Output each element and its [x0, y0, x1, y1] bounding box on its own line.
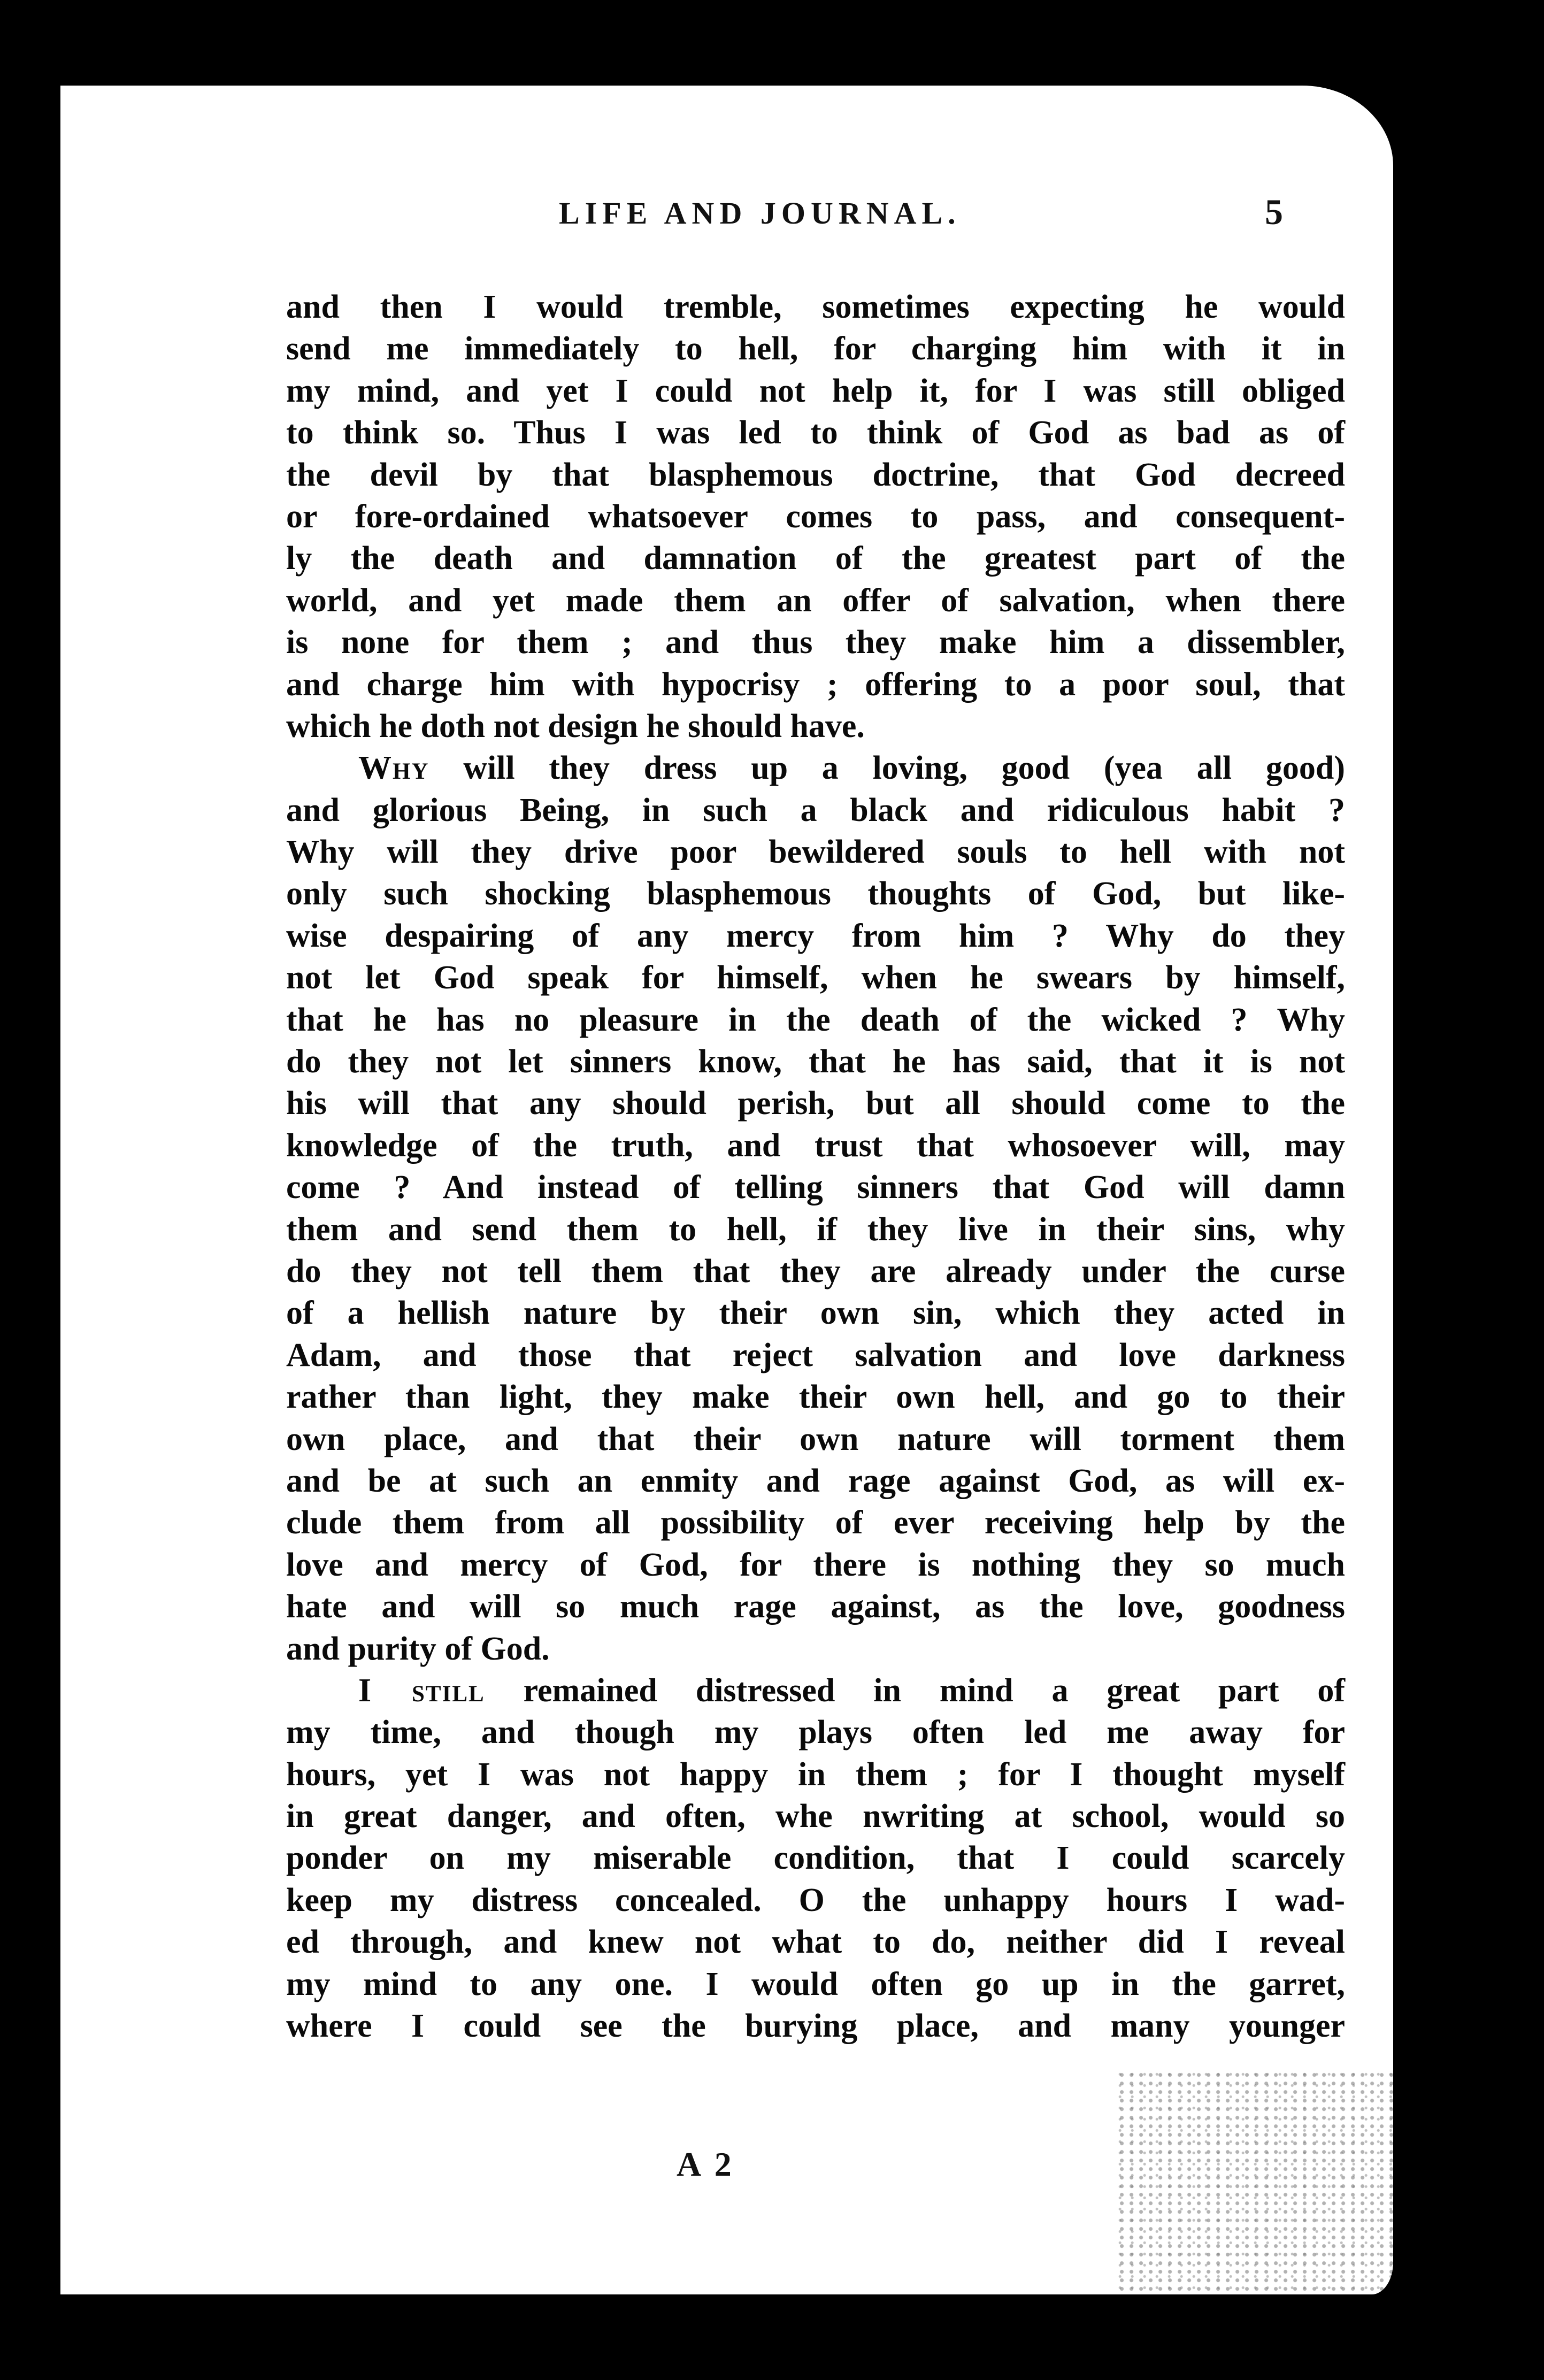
- text-line: [286, 747, 1345, 789]
- line-text: which he doth not design he should have.: [286, 708, 865, 744]
- line-text: my time, and though my plays often led me away for: [286, 1714, 1345, 1751]
- line-text: love and mercy of God, for there is nothing they so much: [286, 1546, 1345, 1583]
- line-text: his will that any should perish, but all should come to the: [286, 1085, 1345, 1122]
- text-line: [286, 370, 1345, 412]
- text-line: [286, 1837, 1345, 1879]
- line-text: the devil by that blasphemous doctrine, that God decreed: [286, 456, 1345, 493]
- text-line: [286, 454, 1345, 496]
- line-text: where I could see the burying place, and many younger: [286, 2008, 1345, 2045]
- text-line: [286, 1125, 1345, 1166]
- line-text: own place, and that their own nature will torment them: [286, 1421, 1345, 1457]
- line-text: do they not tell them that they are already under the curse: [286, 1253, 1345, 1289]
- line-text: my mind, and yet I could not help it, for I was still obliged: [286, 372, 1345, 409]
- text-line: [286, 873, 1345, 915]
- text-line: [286, 705, 1345, 747]
- text-line: [286, 1544, 1345, 1586]
- text-line: [286, 538, 1345, 579]
- line-text: and charge him with hypocrisy ; offering to a poor soul, that: [286, 666, 1345, 703]
- line-text: Adam, and those that reject salvation and love darkness: [286, 1337, 1345, 1373]
- text-line: [286, 1586, 1345, 1627]
- line-text: is none for them ; and thus they make him a dissembler,: [286, 624, 1345, 661]
- text-line: [286, 328, 1345, 370]
- text-line: [286, 1628, 1345, 1670]
- line-text: to think so. Thus I was led to think of God as bad as of: [286, 414, 1345, 451]
- line-text: in great danger, and often, whe nwriting at school, would so: [286, 1798, 1345, 1835]
- line-text: of a hellish nature by their own sin, which they acted in: [286, 1295, 1345, 1332]
- line-text: ed through, and knew not what to do, neither did I reveal: [286, 1924, 1345, 1961]
- line-text: that he has no pleasure in the death of the wicked ? Why: [286, 1001, 1345, 1038]
- page-number: 5: [1265, 191, 1283, 232]
- text-line: [286, 1418, 1345, 1460]
- line-text: only such shocking blasphemous thoughts of God, but like-: [286, 876, 1345, 912]
- line-text: keep my distress concealed. O the unhappy hours I wad-: [286, 1882, 1345, 1918]
- text-line: [286, 789, 1345, 831]
- text-line: [286, 580, 1345, 621]
- text-line: [286, 1795, 1345, 1837]
- line-text: my mind to any one. I would often go up in the garret,: [286, 1966, 1345, 2002]
- line-text: wise despairing of any mercy from him ? Why do they: [286, 917, 1345, 954]
- text-line: [286, 1376, 1345, 1418]
- line-text: Why will they drive poor bewildered souls to hell with not: [286, 834, 1345, 871]
- text-line: [286, 915, 1345, 957]
- line-text: will they dress up a loving, good (yea all good): [429, 750, 1345, 787]
- signature-mark: A 2: [677, 2145, 735, 2183]
- line-text: and purity of God.: [286, 1630, 550, 1667]
- text-line: [286, 1754, 1345, 1795]
- line-text: world, and yet made them an offer of salvation, when there: [286, 582, 1345, 619]
- text-line: [286, 1921, 1345, 1963]
- text-line: [286, 1963, 1345, 2005]
- text-line: [286, 412, 1345, 454]
- text-line: [286, 664, 1345, 705]
- line-text: remained distressed in mind a great part of: [485, 1672, 1345, 1709]
- text-line: [286, 1879, 1345, 1921]
- running-head: [45, 191, 1393, 249]
- book-page: [45, 86, 1393, 2294]
- paragraph-lead: I still: [358, 1672, 485, 1709]
- text-line: [286, 2005, 1345, 2047]
- text-line: [286, 999, 1345, 1041]
- text-line: [286, 496, 1345, 538]
- line-text: do they not let sinners know, that he has said, that it is not: [286, 1043, 1345, 1080]
- text-line: [286, 1082, 1345, 1124]
- line-text: hate and will so much rage against, as the love, goodness: [286, 1588, 1345, 1625]
- text-line: [286, 1670, 1345, 1711]
- text-line: [286, 1711, 1345, 1753]
- text-line: [286, 286, 1345, 328]
- line-text: ponder on my miserable condition, that I could scarcely: [286, 1840, 1345, 1877]
- text-line: [286, 1041, 1345, 1082]
- paragraph-lead: Why: [358, 750, 429, 787]
- line-text: or fore-ordained whatsoever comes to pass, and consequent-: [286, 498, 1345, 535]
- page-gutter-edge: [45, 86, 60, 2294]
- page-stain: [1115, 2070, 1393, 2294]
- line-text: rather than light, they make their own hell, and go to their: [286, 1379, 1345, 1416]
- body-text: [286, 286, 1345, 2047]
- text-line: [286, 831, 1345, 873]
- text-line: [286, 957, 1345, 999]
- line-text: them and send them to hell, if they live in their sins, why: [286, 1211, 1345, 1248]
- line-text: and glorious Being, in such a black and ridiculous habit ?: [286, 792, 1345, 828]
- running-title: LIFE AND JOURNAL.: [559, 196, 961, 231]
- line-text: send me immediately to hell, for charging him with it in: [286, 331, 1345, 367]
- line-text: and then I would tremble, sometimes expecting he would: [286, 289, 1345, 325]
- text-line: [286, 1502, 1345, 1544]
- text-line: [286, 1460, 1345, 1502]
- line-text: and be at such an enmity and rage against God, as will ex-: [286, 1462, 1345, 1499]
- text-line: [286, 621, 1345, 663]
- line-text: knowledge of the truth, and trust that whosoever will, may: [286, 1127, 1345, 1164]
- text-line: [286, 1209, 1345, 1250]
- text-line: [286, 1250, 1345, 1292]
- line-text: hours, yet I was not happy in them ; for I thought myself: [286, 1756, 1345, 1793]
- line-text: ly the death and damnation of the greatest part of the: [286, 540, 1345, 577]
- line-text: come ? And instead of telling sinners that God will damn: [286, 1169, 1345, 1206]
- line-text: not let God speak for himself, when he swears by himself,: [286, 959, 1345, 996]
- text-line: [286, 1334, 1345, 1376]
- text-line: [286, 1166, 1345, 1208]
- line-text: clude them from all possibility of ever receiving help by the: [286, 1504, 1345, 1541]
- text-line: [286, 1292, 1345, 1334]
